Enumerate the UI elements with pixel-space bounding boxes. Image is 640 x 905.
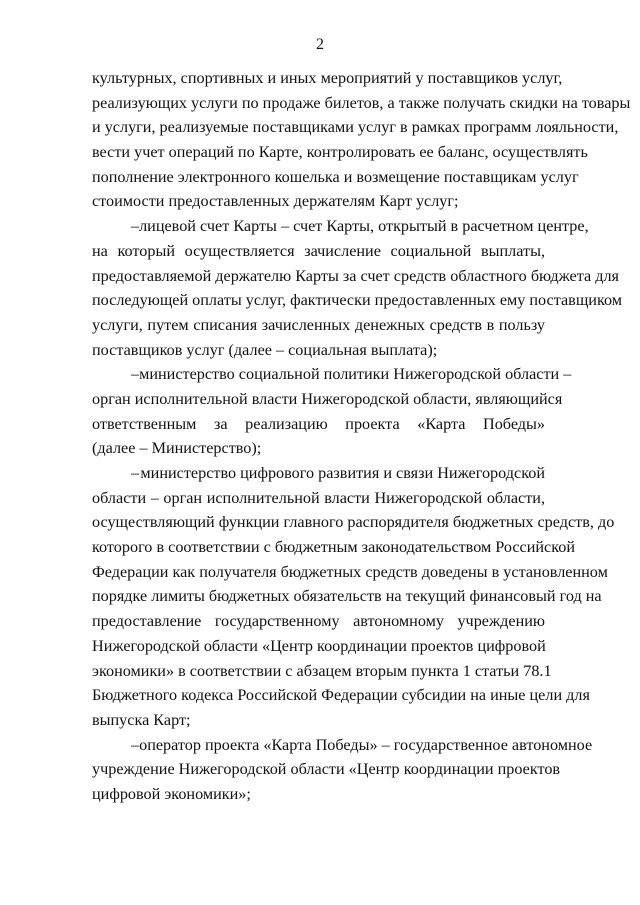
list-dash: –: [131, 365, 140, 384]
text-line: [92, 214, 589, 239]
text-line: вести учет операций по Карте, контролировать ее баланс, осуществлять: [92, 143, 588, 162]
list-dash: –: [131, 735, 140, 754]
text-line: [92, 733, 593, 758]
text-line: которого в соответствии с бюджетным законодательством Российской: [92, 538, 576, 557]
text-line: ответственным за реализацию проекта «Карта Победы»: [92, 414, 545, 433]
text-line: поставщиков услуг (далее – социальная выплата);: [92, 340, 438, 359]
text-line: предоставляемой держателю Карты за счет средств областного бюджета для: [92, 266, 619, 285]
text-line: последующей оплаты услуг, фактически предоставленных ему поставщиком: [92, 291, 623, 310]
list-dash: –: [131, 464, 140, 482]
text-line: области – орган исполнительной власти Нижегородской области,: [92, 488, 545, 507]
paragraph: [92, 66, 631, 214]
text-line: реализующих услуги по продаже билетов, а также получать скидки на товары: [92, 93, 631, 112]
text-line: стоимости предоставленных держателям Карт услуг;: [92, 192, 459, 211]
text-line: орган исполнительной власти Нижегородской области, являющийся: [92, 389, 563, 408]
text-line-content: министерство цифрового развития и связи Нижегородской: [140, 464, 545, 482]
text-line: выпуска Карт;: [92, 710, 191, 729]
text-line: предоставление государственному автономному учреждению: [92, 612, 545, 631]
text-line: порядке лимиты бюджетных обязательств на текущий финансовый год на: [92, 587, 602, 606]
text-line: [92, 461, 545, 486]
text-line-content: министерство социальной политики Нижегородской области –: [139, 365, 572, 384]
text-line: экономики» в соответствии с абзацем вторым пункта 1 статьи 78.1: [92, 661, 552, 680]
text-line: цифровой экономики»;: [92, 784, 251, 803]
text-line: Федерации как получателя бюджетных средств доведены в установленном: [92, 562, 608, 581]
paragraph: [92, 733, 593, 807]
text-line: осуществляющий функции главного распорядителя бюджетных средств, до: [92, 513, 615, 532]
paragraph: [92, 362, 572, 461]
text-line-content: лицевой счет Карты – счет Карты, открытый в расчетном центре,: [139, 217, 589, 236]
document-body: [92, 66, 631, 807]
text-line: [92, 362, 572, 387]
text-line: услуги, путем списания зачисленных денежных средств в пользу: [92, 315, 545, 334]
text-line: и услуги, реализуемые поставщиками услуг в рамках программ лояльности,: [92, 118, 619, 137]
list-dash: –: [131, 217, 140, 236]
paragraph: [92, 214, 623, 362]
text-line: культурных, спортивных и иных мероприятий у поставщиков услуг,: [92, 69, 563, 87]
text-line: (далее – Министерство);: [92, 439, 262, 458]
text-line: Нижегородской области «Центр координации проектов цифровой: [92, 636, 546, 655]
text-line: на который осуществляется зачисление социальной выплаты,: [92, 241, 545, 260]
text-line: учреждение Нижегородской области «Центр координации проектов: [92, 760, 561, 779]
text-line: Бюджетного кодекса Российской Федерации субсидии на иные цели для: [92, 686, 590, 705]
text-line-content: оператор проекта «Карта Победы» – государственное автономное: [139, 735, 593, 754]
paragraph: [92, 461, 615, 733]
page-number: 2: [316, 36, 324, 53]
text-line: пополнение электронного кошелька и возмещение поставщикам услуг: [92, 167, 579, 186]
